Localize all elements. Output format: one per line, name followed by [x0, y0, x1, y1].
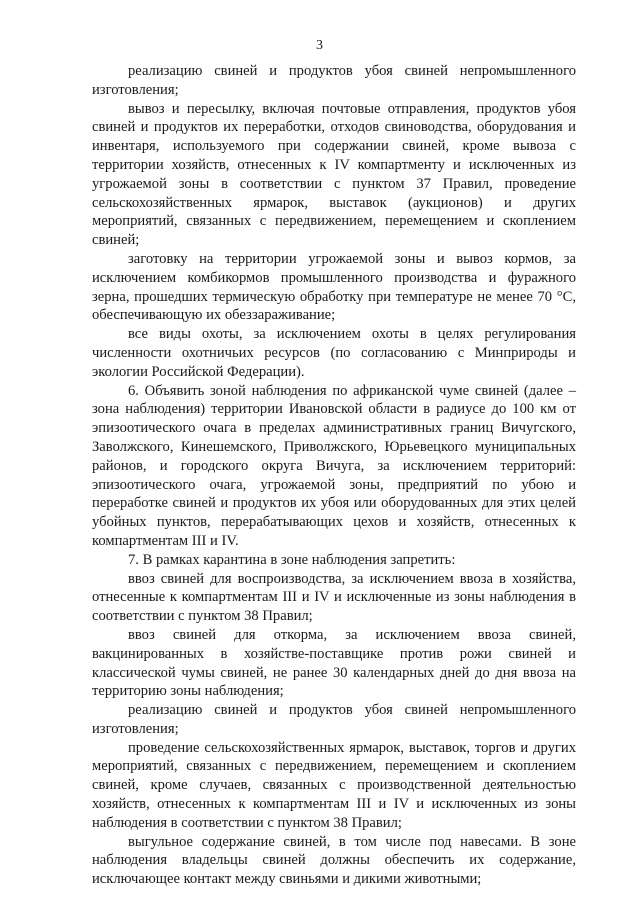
paragraph-outdoor-keeping: выгульное содержание свиней, в том числе под навесами. В зоне наблюдения владельцы свиней должны обеспечить их содержание, исключающее контакт между свиньями и дикими животными; — [92, 833, 576, 888]
paragraph-events-restriction: проведение сельскохозяйственных ярмарок, выставок, торгов и других мероприятий, связанных с передвижением, перемещением и скоплением свиней, кроме случаев, связанных с производственной деятельностью хозяйств, отнесенных к компартментам III и IV и исключенных из зоны наблюдения в соответствии с пунктом 38 Правил; — [92, 739, 576, 831]
paragraph-breeding-import: ввоз свиней для воспроизводства, за исключением ввоза в хозяйства, отнесенные к компартментам III и IV и исключенные из зоны наблюдения в соответствии с пунктом 38 Правил; — [92, 570, 576, 625]
paragraph-item-7: 7. В рамках карантина в зоне наблюдения запретить: — [128, 551, 456, 568]
paragraph-fattening-import: ввоз свиней для откорма, за исключением ввоза свиней, вакцинированных в хозяйстве-поставщике против рожи свиней и классической чумы свиней, не ранее 30 календарных дней до дня ввоза на территорию зоны наблюдения; — [92, 626, 576, 700]
page-number: 3 — [316, 38, 323, 53]
paragraph-hunting-restriction: все виды охоты, за исключением охоты в целях регулирования численности охотничьих ресурсов (по согласованию с Минприроды и экологии Российской Федерации). — [92, 326, 576, 380]
paragraph-item-6: 6. Объявить зоной наблюдения по африканской чуме свиней (далее – зона наблюдения) территории Ивановской области в радиусе до 100 км от эпизоотического очага в пределах административных границ Вичугского, Заволжского, Кинешемского, Приволжского, Юрьевецкого муниципальных районов, и городского округа Вичуга, за исключением территорий: эпизоотического очага, угрожаемой зоны, предприятий по убою и переработке свиней и продуктов их убоя или оборудованных для этих целей убойных пунктов, перерабатывающих цехов и хозяйств, отнесенных к компартментам III и IV. — [92, 382, 576, 549]
paragraph-feed-restriction: заготовку на территории угрожаемой зоны и вывоз кормов, за исключением комбикормов промышленного производства и фуражного зерна, прошедших термическую обработку при температуре не менее 70 °С, обеспечивающую их обеззараживание; — [92, 250, 576, 324]
paragraph-sale-restriction-2: реализацию свиней и продуктов убоя свиней непромышленного изготовления; — [92, 702, 576, 737]
paragraph-sale-restriction: реализацию свиней и продуктов убоя свиней непромышленного изготовления; — [92, 63, 576, 98]
document-body — [92, 62, 576, 889]
paragraph-export-restriction: вывоз и пересылку, включая почтовые отправления, продуктов убоя свиней и продуктов их переработки, отходов свиноводства, оборудования и инвентаря, используемого при содержании свиней, кроме вывоза с территории хозяйств, отнесенных к IV компартменту и исключенных из угрожаемой зоны в соответствии с пунктом 37 Правил, проведение сельскохозяйственных ярмарок, выставок (аукционов) и других мероприятий, связанных с передвижением, перемещением и скоплением свиней; — [92, 100, 576, 249]
